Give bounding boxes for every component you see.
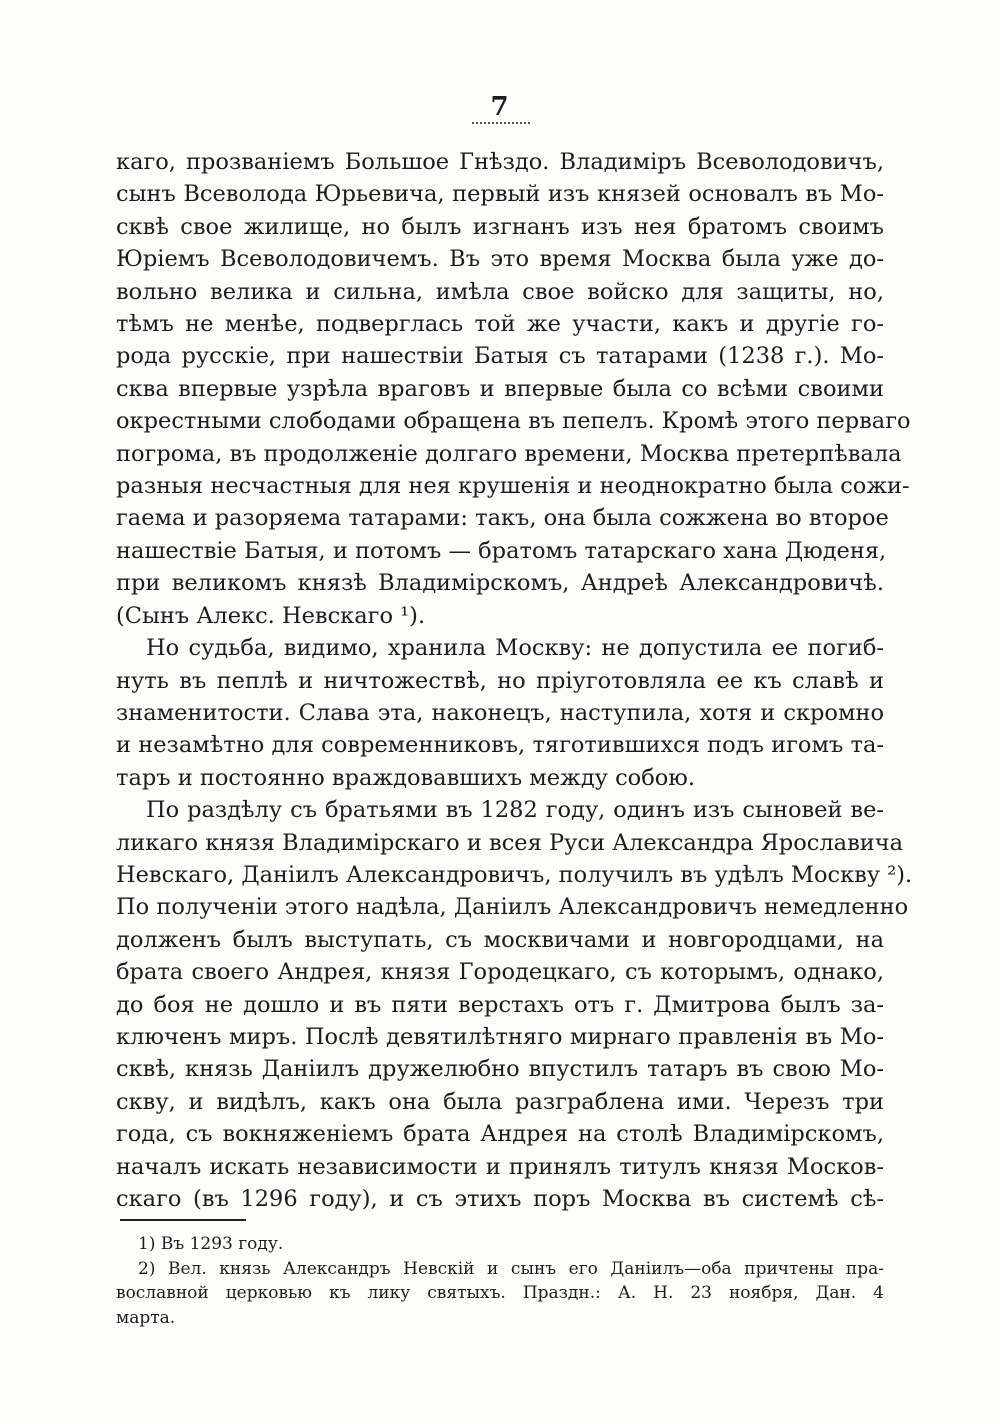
- footnote-line: 1) Въ 1293 году.: [138, 1234, 284, 1254]
- text-line: ликаго князя Владимірскаго и всея Руси Александра Ярославича: [116, 829, 904, 856]
- text-line: года, съ вокняженіемъ брата Андрея на столѣ Владимірскомъ,: [116, 1121, 884, 1148]
- text-line: По полученіи этого надѣла, Даніилъ Александровичъ немедленно: [116, 894, 909, 921]
- body-text: [116, 146, 913, 1215]
- text-line: сква впервые узрѣла враговъ и впервые была со всѣми своими: [116, 375, 884, 402]
- text-line: рода русскіе, при нашествіи Батыя съ татарами (1238 г.). Мо-: [116, 343, 884, 370]
- footnote-line: вославной церковью къ лику святыхъ. Праздн.: А. Н. 23 ноября, Дан. 4: [116, 1283, 884, 1303]
- text-line: сквѣ, князь Даніилъ дружелюбно впустилъ татаръ въ свою Мо-: [116, 1056, 884, 1083]
- text-line: нуть въ пеплѣ и ничтожествѣ, но пріуготовляла ее къ славѣ и: [116, 667, 884, 694]
- text-line: сквѣ свое жилище, но былъ изгнанъ изъ нея братомъ своимъ: [116, 213, 884, 240]
- text-line: при великомъ князѣ Владимірскомъ, Андреѣ Александровичѣ.: [116, 570, 884, 597]
- text-line: и незамѣтно для современниковъ, тяготившихся подъ игомъ та-: [116, 732, 884, 759]
- text-line: скву, и видѣлъ, какъ она была разграблена ими. Черезъ три: [116, 1088, 884, 1115]
- text-line: тѣмъ не менѣе, подверглась той же участи, какъ и другіе го-: [116, 311, 884, 338]
- text-line: гаема и разоряема татарами: такъ, она была сожжена во второе: [116, 505, 889, 532]
- footnote-separator: [120, 1219, 246, 1221]
- text-line: таръ и постоянно враждовавшихъ между собою.: [116, 764, 696, 791]
- text-line: до боя не дошло и въ пяти верстахъ отъ г. Дмитрова былъ за-: [116, 991, 884, 1018]
- footnote-line: марта.: [116, 1307, 176, 1328]
- page-number-rule: [472, 122, 530, 124]
- text-line: Невскаго, Даніилъ Александровичъ, получилъ въ удѣлъ Москву ²).: [116, 861, 913, 888]
- text-line: знаменитости. Слава эта, наконецъ, наступила, хотя и скромно: [116, 699, 884, 726]
- text-line: По раздѣлу съ братьями въ 1282 году, одинъ изъ сыновей ве-: [146, 797, 884, 824]
- text-line: Но судьба, видимо, хранила Москву: не допустила ее погиб-: [146, 635, 884, 662]
- footnotes: [116, 1232, 884, 1330]
- text-line: ключенъ миръ. Послѣ девятилѣтняго мирнаго правленія въ Мо-: [116, 1023, 884, 1050]
- text-line: долженъ былъ выступать, съ москвичами и новгородцами, на: [116, 926, 884, 953]
- text-line: скаго (въ 1296 году), и съ этихъ поръ Москва въ системѣ сѣ-: [116, 1186, 884, 1212]
- text-line: сынъ Всеволода Юрьевича, первый изъ князей основалъ въ Мо-: [116, 181, 884, 208]
- text-line: нашествіе Батыя, и потомъ — братомъ татарскаго хана Дюденя,: [116, 537, 887, 564]
- text-line: каго, прозваніемъ Большое Гнѣздо. Владиміръ Всеволодовичъ,: [116, 149, 884, 175]
- text-line: Юріемъ Всеволодовичемъ. Въ это время Москва была уже до-: [116, 246, 884, 273]
- text-line: брата своего Андрея, князя Городецкаго, съ которымъ, однако,: [116, 959, 884, 986]
- text-line: вольно велика и сильна, имѣла свое войско для защиты, но,: [116, 278, 884, 305]
- text-line: погрома, въ продолженіе долгаго времени, Москва претерпѣвала: [116, 440, 902, 467]
- page-number: 7: [490, 92, 510, 122]
- text-line: началъ искать независимости и принялъ титулъ князя Москов-: [116, 1153, 884, 1180]
- text-line: (Сынъ Алекс. Невскаго ¹).: [116, 602, 426, 629]
- footnote-line: 2) Вел. князь Александръ Невскій и сынъ его Даніилъ—оба причтены пра-: [138, 1258, 884, 1279]
- text-line: окрестными слободами обращена въ пепелъ. Кромѣ этого перваго: [116, 408, 911, 435]
- text-line: разныя несчастныя для нея крушенія и неоднократно была сожи-: [116, 473, 910, 500]
